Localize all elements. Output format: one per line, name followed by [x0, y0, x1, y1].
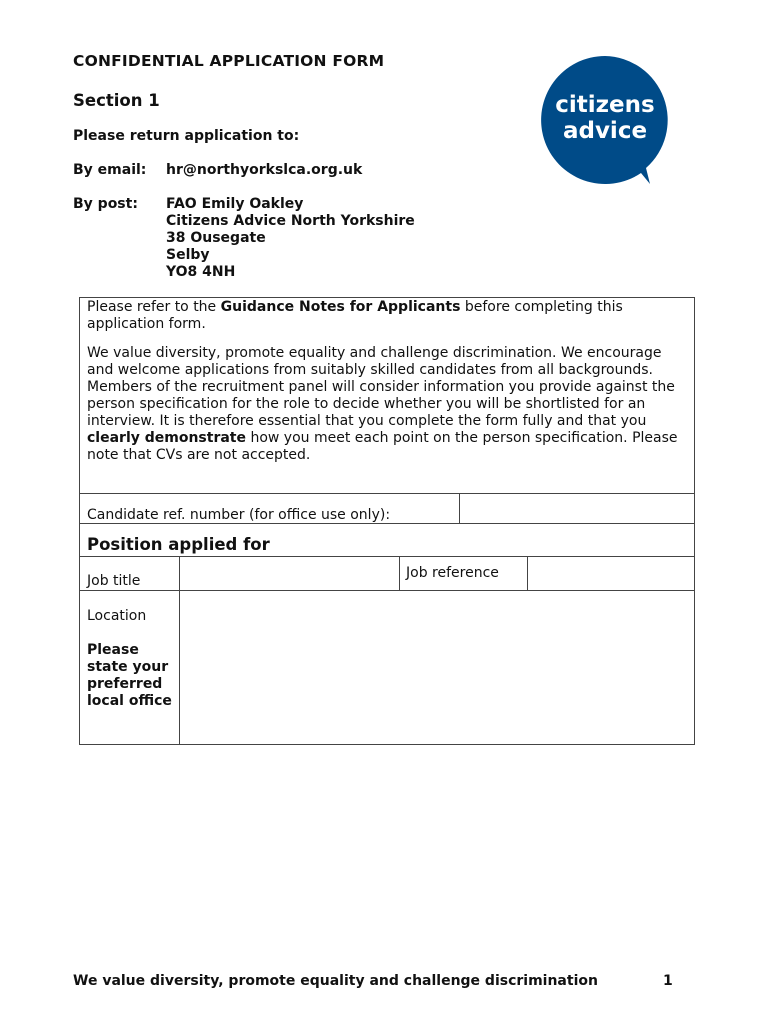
page-number: 1: [663, 973, 673, 989]
divider: [179, 556, 180, 744]
clearly-demonstrate-emphasis: clearly demonstrate: [87, 430, 246, 446]
logo-text-line1: citizens: [555, 92, 655, 118]
location-field[interactable]: [181, 592, 694, 742]
email-label: By email:: [73, 162, 147, 178]
location-label: Location: [87, 608, 147, 624]
candidate-ref-label: Candidate ref. number (for office use only):: [87, 507, 391, 523]
postal-address: [166, 196, 415, 281]
divider: [80, 493, 694, 494]
candidate-ref-field[interactable]: [461, 495, 694, 521]
diversity-paragraph: [87, 345, 691, 464]
guidance-notes-reference: Guidance Notes for Applicants: [220, 299, 461, 315]
divider: [399, 556, 400, 590]
diversity-text: We value diversity, promote equality and challenge discrimination. We encourage and welcome applications from suitably skilled candidates from all backgrounds. Members of the recruitment panel will consider information you provide against the person specification for the role to decide whether you will be shortlisted for an interview. It is therefore essential that you complete the form fully and that you: [87, 345, 675, 429]
logo-text-line2: advice: [562, 118, 648, 144]
form-title: CONFIDENTIAL APPLICATION FORM: [73, 52, 385, 70]
divider: [459, 493, 460, 523]
job-reference-label: Job reference: [406, 565, 499, 581]
guidance-text-end: before completing this application form.: [87, 299, 623, 332]
divider: [80, 556, 694, 557]
job-title-field[interactable]: [181, 558, 397, 588]
address-line: YO8 4NH: [166, 264, 236, 280]
divider: [80, 523, 694, 524]
guidance-text: Please refer to the: [87, 299, 221, 315]
footer-text: We value diversity, promote equality and challenge discrimination: [73, 973, 598, 989]
location-instruction: Please state your preferred local office: [87, 642, 172, 709]
address-line: Citizens Advice North Yorkshire: [166, 213, 415, 229]
guidance-paragraph: [87, 299, 691, 333]
address-line: FAO Emily Oakley: [166, 196, 304, 212]
address-line: Selby: [166, 247, 210, 263]
job-reference-field[interactable]: [529, 558, 694, 588]
application-form-table: [79, 297, 695, 745]
address-line: 38 Ousegate: [166, 230, 266, 246]
citizens-advice-logo: [538, 54, 672, 188]
email-address-link[interactable]: hr@northyorkslca.org.uk: [166, 162, 363, 178]
divider: [80, 590, 694, 591]
post-label: By post:: [73, 196, 138, 212]
position-heading: Position applied for: [87, 535, 270, 554]
job-title-label: Job title: [87, 573, 141, 589]
diversity-text-end: how you meet each point on the person specification. Please note that CVs are not accepted.: [87, 430, 678, 463]
return-instruction: Please return application to:: [73, 128, 300, 144]
divider: [527, 556, 528, 590]
section-title: Section 1: [73, 91, 160, 110]
